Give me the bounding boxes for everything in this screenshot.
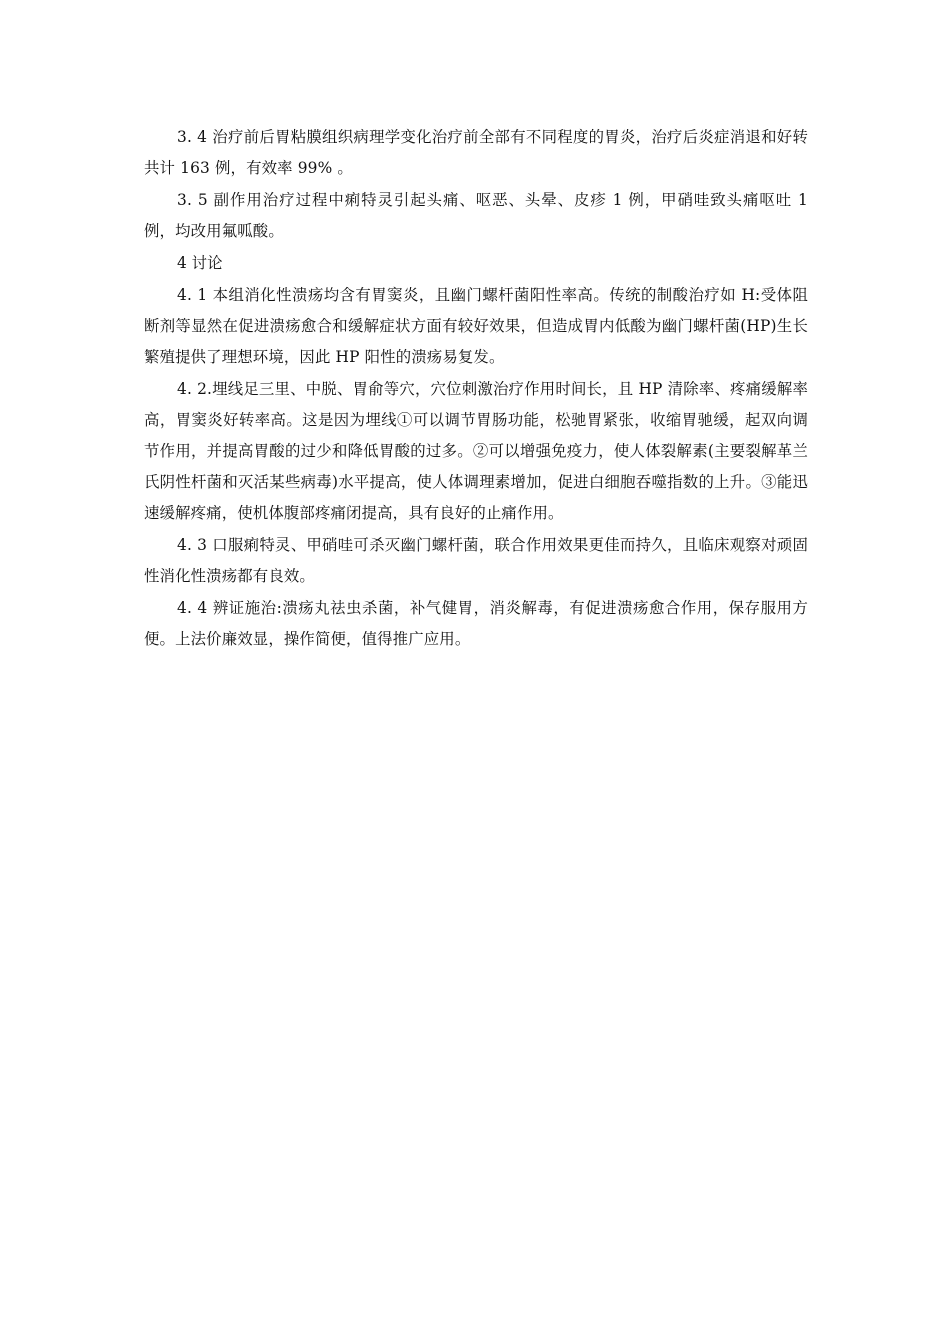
- paragraph-3-5: 3. 5 副作用治疗过程中痢特灵引起头痛、呕恶、头晕、皮疹 1 例，甲硝哇致头痛呕吐 1 例，均改用氟呱酸。: [144, 191, 808, 240]
- paragraph-4-1: 4. 1 本组消化性溃疡均含有胃窦炎，且幽门螺杆菌阳性率高。传统的制酸治疗如 H:受体阻断剂等显然在促进溃疡愈合和缓解症状方面有较好效果，但造成胃内低酸为幽门螺杆菌(HP)生长繁殖提供了理想环境，因此 HP 阳性的溃疡易复发。: [144, 286, 808, 366]
- paragraph-3-4: 3. 4 治疗前后胃粘膜组织病理学变化治疗前全部有不同程度的胃炎，治疗后炎症消退和好转共计 163 例，有效率 99% 。: [144, 128, 808, 177]
- paragraph-4-4: 4. 4 辨证施治:溃疡丸祛虫杀菌，补气健胃，消炎解毒，有促进溃疡愈合作用，保存服用方便。上法价廉效显，操作简便，值得推广应用。: [144, 599, 808, 648]
- document-body: [144, 122, 808, 656]
- paragraph-4-2: 4. 2.埋线足三里、中脱、胃俞等穴，穴位刺激治疗作用时间长，且 HP 清除率、疼痛缓解率高，胃窦炎好转率高。这是因为埋线①可以调节胃肠功能，松驰胃紧张，收缩胃驰缓，起双向调节作用，并提高胃酸的过少和降低胃酸的过多。②可以增强免疫力，使人体裂解素(主要裂解革兰氏阴性杆菌和灭活某些病毒)水平提高，使人体调理素增加，促进白细胞吞噬指数的上升。③能迅速缓解疼痛，使机体腹部疼痛闭提高，具有良好的止痛作用。: [144, 380, 808, 522]
- paragraph-4-3: 4. 3 口服痢特灵、甲硝哇可杀灭幽门螺杆菌，联合作用效果更佳而持久，且临床观察对顽固性消化性溃疡都有良效。: [144, 536, 808, 585]
- section-heading-4: 4 讨论: [177, 254, 223, 272]
